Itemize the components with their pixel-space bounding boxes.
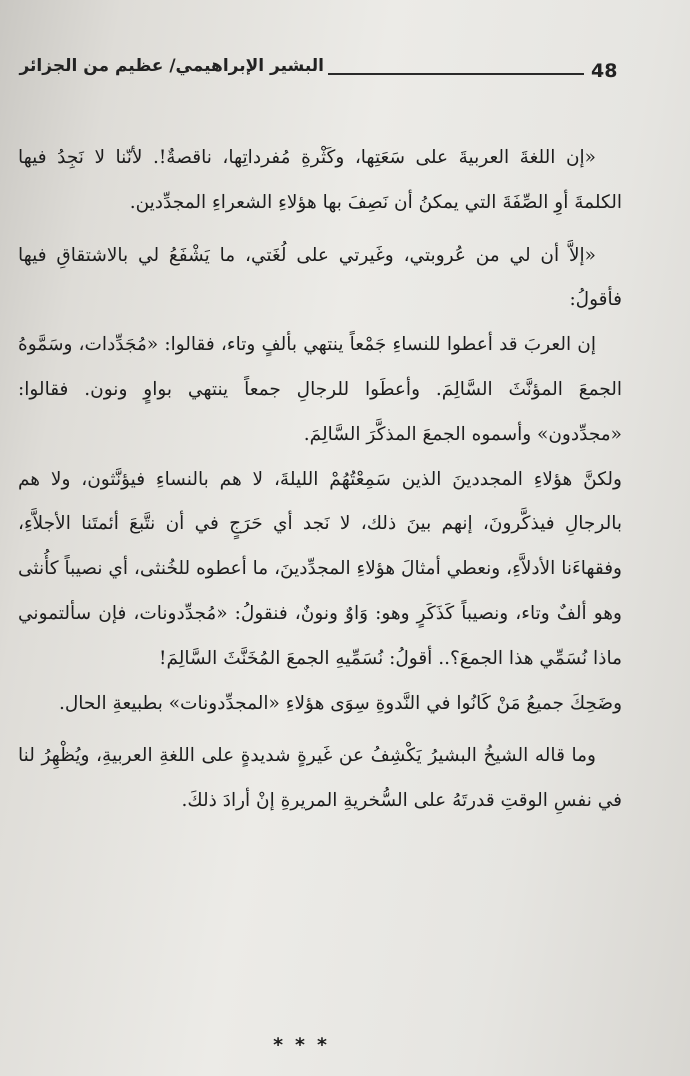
paragraph: «إن اللغةَ العربيةَ على سَعَتِها، وكَثْرةِ مُفرداتِها، ناقصةٌ!. لأنّنا لا نَجِدُ فيها الكلمةَ أوِ الصِّفَةَ التي يمكنُ أن نَصِفَ بها هؤلاءِ الشعراءِ المجدِّدين.	[18, 147, 622, 213]
body-text	[18, 136, 622, 824]
section-separator: ***	[273, 1034, 339, 1056]
page-number: 48	[591, 60, 618, 82]
paragraph: وضَحِكَ جميعُ مَنْ كَانُوا في النَّدوةِ سِوَى هؤلاءِ «المجدِّدونات» بطبيعةِ الحال.	[58, 692, 622, 714]
paragraph: «إلاَّ أن لي من عُروبتي، وغَيرتي على لُغَتي، ما يَشْفَعُ لي بالاشتقاقِ فيها فأقولُ:	[18, 244, 622, 311]
paragraph: ولكنَّ هؤلاءِ المجددينَ الذين سَمِعْتُهُمْ الليلةَ، لا هم بالنساءِ فيؤنَّثون، ولا هم بالرجالِ فيذكَّرونَ، إنهم بينَ ذلك، لا نَجد أي حَرَجٍ في أن نتَّبعَ أئمتَنا الأجلاَّءِ، وفقهاءَنا الأدلاَّءِ، ونعطي أمثالَ هؤلاءِ المجدِّدينَ، ما أعطوه للخُنثى، أي نصيباً كأُنثى وهو ألفٌ وتاء، ونصيباً كَذَكَرٍ وهو: وَاوٌ ونونٌ، فنقولُ: «مُجدِّدونات، فإن سألتموني ماذا نُسَمِّي هذا الجمعَ؟.. أقولُ: نُسَمِّيهِ الجمعَ المُخَنَّثَ السَّالِمَ!	[18, 468, 622, 669]
running-title: البشير الإبراهيمي/ عظيم من الجزائر	[19, 56, 324, 76]
paragraph: وما قاله الشيخُ البشيرُ يَكْشِفُ عن غَيرةٍ شديدةٍ على اللغةِ العربيةِ، ويُظْهِرُ لنا في نفسِ الوقتِ قدرتَهُ على السُّخريةِ المريرةِ إنْ أرادَ ذلكَ.	[18, 745, 622, 812]
header-rule	[328, 73, 584, 75]
page-header	[10, 56, 622, 86]
paragraph: إن العربَ قد أعطوا للنساءِ جَمْعاً ينتهي بألفٍ وتاء، فقالوا: «مُجَدِّدات، وسَمَّوهُ الجمعَ المؤنَّثَ السَّالِمَ. وأعطَوا للرجالِ جمعاً ينتهي بواوٍ ونون. فقالوا: «مجدِّدون» وأسموه الجمعَ المذكَّرَ السَّالِمَ.	[18, 334, 622, 445]
